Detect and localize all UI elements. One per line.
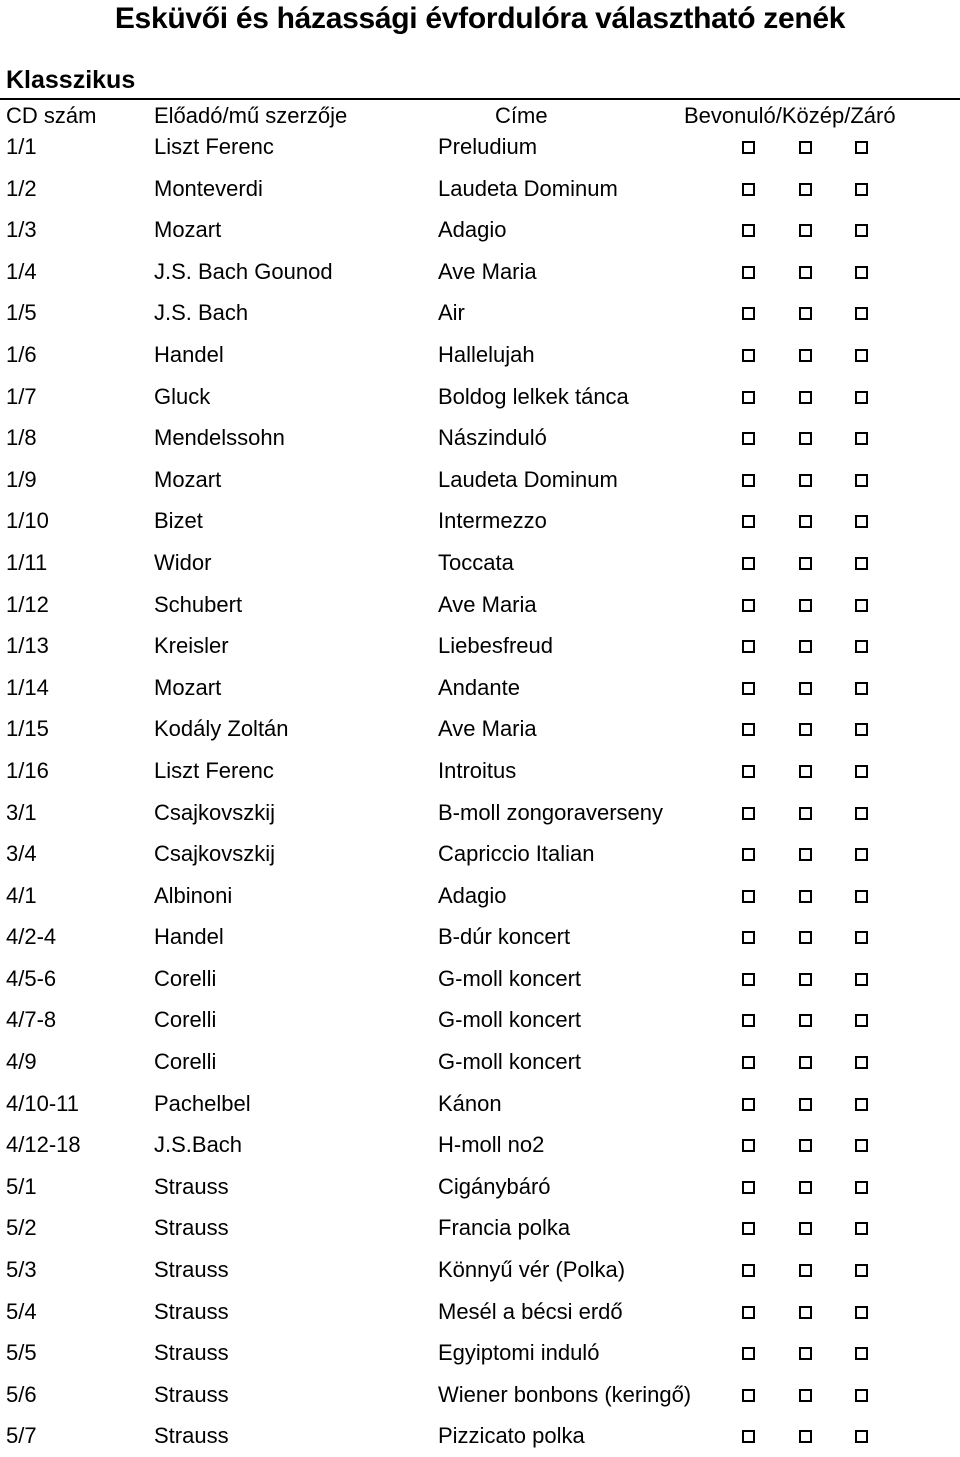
header-title: Címe [495, 103, 548, 128]
exit-checkbox[interactable] [855, 266, 868, 279]
piece-title: Adagio [438, 217, 507, 243]
artist-name: J.S.Bach [154, 1132, 243, 1158]
exit-checkbox[interactable] [855, 1098, 868, 1111]
middle-checkbox[interactable] [799, 307, 812, 320]
middle-checkbox[interactable] [799, 1139, 812, 1152]
artist-name: Corelli [154, 1007, 217, 1033]
piece-title: B-moll zongoraverseny [438, 799, 663, 825]
piece-title: Air [438, 300, 465, 326]
exit-checkbox[interactable] [855, 1139, 868, 1152]
table-row [0, 251, 960, 293]
cd-number: 5/3 [6, 1257, 37, 1283]
middle-checkbox[interactable] [799, 765, 812, 778]
middle-checkbox[interactable] [799, 349, 812, 362]
entrance-checkbox[interactable] [742, 391, 755, 404]
cd-number: 1/4 [6, 258, 37, 284]
exit-checkbox[interactable] [855, 474, 868, 487]
table-row [0, 1166, 960, 1208]
artist-name: Strauss [154, 1340, 229, 1366]
middle-checkbox[interactable] [799, 973, 812, 986]
middle-checkbox[interactable] [799, 640, 812, 653]
piece-title: Mesél a bécsi erdő [438, 1298, 623, 1324]
table-row [0, 1041, 960, 1083]
artist-name: Gluck [154, 383, 211, 409]
artist-name: Kodály Zoltán [154, 716, 289, 742]
middle-checkbox[interactable] [799, 1389, 812, 1402]
artist-name: Schubert [154, 591, 243, 617]
exit-checkbox[interactable] [855, 931, 868, 944]
piece-title: G-moll koncert [438, 1049, 582, 1075]
middle-checkbox[interactable] [799, 1056, 812, 1069]
entrance-checkbox[interactable] [742, 599, 755, 612]
artist-name: Albinoni [154, 882, 233, 908]
cd-number: 5/6 [6, 1381, 37, 1407]
entrance-checkbox[interactable] [742, 1222, 755, 1235]
artist-name: Corelli [154, 965, 217, 991]
entrance-checkbox[interactable] [742, 1098, 755, 1111]
table-row [0, 542, 960, 584]
piece-title: Kánon [438, 1090, 502, 1116]
artist-name: Mendelssohn [154, 425, 285, 451]
cd-number: 1/7 [6, 383, 37, 409]
entrance-checkbox[interactable] [742, 1181, 755, 1194]
exit-checkbox[interactable] [855, 224, 868, 237]
table-row [0, 1124, 960, 1166]
cd-number: 5/5 [6, 1340, 37, 1366]
exit-checkbox[interactable] [855, 1306, 868, 1319]
piece-title: Preludium [438, 134, 538, 159]
piece-title: Ave Maria [438, 258, 537, 284]
piece-title: Ave Maria [438, 591, 537, 617]
middle-checkbox[interactable] [799, 1222, 812, 1235]
cd-number: 3/4 [6, 841, 37, 867]
piece-title: Capriccio Italian [438, 841, 595, 867]
exit-checkbox[interactable] [855, 848, 868, 861]
piece-title: Nászinduló [438, 425, 547, 451]
middle-checkbox[interactable] [799, 391, 812, 404]
table-row [0, 417, 960, 459]
cd-number: 5/7 [6, 1423, 37, 1449]
piece-title: Laudeta Dominum [438, 466, 618, 492]
table-row [0, 667, 960, 709]
table-row [0, 376, 960, 418]
cd-number: 1/16 [6, 757, 49, 783]
cd-number: 1/6 [6, 341, 37, 367]
cd-number: 1/3 [6, 217, 37, 243]
artist-name: Liszt Ferenc [154, 134, 274, 159]
entrance-checkbox[interactable] [742, 1014, 755, 1027]
middle-checkbox[interactable] [799, 1181, 812, 1194]
entrance-checkbox[interactable] [742, 723, 755, 736]
exit-checkbox[interactable] [855, 723, 868, 736]
cd-number: 1/1 [6, 134, 37, 159]
table-row [0, 750, 960, 792]
cd-number: 5/1 [6, 1173, 37, 1199]
entrance-checkbox[interactable] [742, 266, 755, 279]
entrance-checkbox[interactable] [742, 307, 755, 320]
table-row [0, 792, 960, 834]
artist-name: J.S. Bach Gounod [154, 258, 333, 284]
artist-name: Strauss [154, 1423, 229, 1449]
middle-checkbox[interactable] [799, 599, 812, 612]
cd-number: 5/4 [6, 1298, 37, 1324]
artist-name: Bizet [154, 508, 203, 534]
table-row [0, 999, 960, 1041]
table-row [0, 916, 960, 958]
entrance-checkbox[interactable] [742, 682, 755, 695]
entrance-checkbox[interactable] [742, 1139, 755, 1152]
piece-title: G-moll koncert [438, 1007, 582, 1033]
entrance-checkbox[interactable] [742, 1389, 755, 1402]
exit-checkbox[interactable] [855, 1014, 868, 1027]
middle-checkbox[interactable] [799, 1347, 812, 1360]
middle-checkbox[interactable] [799, 515, 812, 528]
middle-checkbox[interactable] [799, 557, 812, 570]
entrance-checkbox[interactable] [742, 1056, 755, 1069]
entrance-checkbox[interactable] [742, 848, 755, 861]
table-row [0, 1291, 960, 1333]
entrance-checkbox[interactable] [742, 183, 755, 196]
exit-checkbox[interactable] [855, 307, 868, 320]
header-divider [0, 98, 960, 100]
exit-checkbox[interactable] [855, 682, 868, 695]
entrance-checkbox[interactable] [742, 640, 755, 653]
entrance-checkbox[interactable] [742, 224, 755, 237]
table-row [0, 1083, 960, 1125]
entrance-checkbox[interactable] [742, 807, 755, 820]
page-title: Esküvői és házassági évfordulóra választható zenék [114, 2, 846, 35]
table-row [0, 459, 960, 501]
exit-checkbox[interactable] [855, 807, 868, 820]
entrance-checkbox[interactable] [742, 1306, 755, 1319]
entrance-checkbox[interactable] [742, 1430, 755, 1443]
cd-number: 4/10-11 [6, 1090, 79, 1116]
piece-title: Liebesfreud [438, 633, 553, 659]
table-row [0, 625, 960, 667]
exit-checkbox[interactable] [855, 1056, 868, 1069]
cd-number: 4/5-6 [6, 965, 57, 991]
exit-checkbox[interactable] [855, 640, 868, 653]
exit-checkbox[interactable] [855, 391, 868, 404]
table-row [0, 168, 960, 210]
artist-name: Handel [154, 924, 224, 950]
artist-name: Mozart [154, 466, 222, 492]
middle-checkbox[interactable] [799, 723, 812, 736]
cd-number: 4/1 [6, 882, 37, 908]
entrance-checkbox[interactable] [742, 1347, 755, 1360]
exit-checkbox[interactable] [855, 1222, 868, 1235]
exit-checkbox[interactable] [855, 765, 868, 778]
piece-title: Andante [438, 674, 520, 700]
piece-title: Hallelujah [438, 341, 535, 367]
piece-title: Toccata [438, 549, 514, 575]
artist-name: Monteverdi [154, 175, 263, 201]
middle-checkbox[interactable] [799, 1306, 812, 1319]
artist-name: Strauss [154, 1381, 229, 1407]
middle-checkbox[interactable] [799, 931, 812, 944]
artist-name: Liszt Ferenc [154, 757, 274, 783]
table-row [0, 833, 960, 875]
cd-number: 3/1 [6, 799, 37, 825]
artist-name: Strauss [154, 1215, 229, 1241]
middle-checkbox[interactable] [799, 141, 812, 154]
table-row [0, 500, 960, 542]
table-row [0, 1415, 960, 1457]
cd-number: 4/2-4 [6, 924, 57, 950]
table-row [0, 209, 960, 251]
entrance-checkbox[interactable] [742, 890, 755, 903]
piece-title: G-moll koncert [438, 965, 582, 991]
middle-checkbox[interactable] [799, 1264, 812, 1277]
cd-number: 4/9 [6, 1049, 37, 1075]
piece-title: Pizzicato polka [438, 1423, 585, 1449]
header-position: Bevonuló/Közép/Záró [684, 103, 896, 128]
entrance-checkbox[interactable] [742, 973, 755, 986]
middle-checkbox[interactable] [799, 1098, 812, 1111]
middle-checkbox[interactable] [799, 807, 812, 820]
middle-checkbox[interactable] [799, 1430, 812, 1443]
artist-name: Kreisler [154, 633, 229, 659]
artist-name: Mozart [154, 674, 222, 700]
artist-name: Csajkovszkij [154, 841, 276, 867]
table-row [0, 1332, 960, 1374]
middle-checkbox[interactable] [799, 1014, 812, 1027]
exit-checkbox[interactable] [855, 141, 868, 154]
piece-title: Wiener bonbons (keringő) [438, 1381, 692, 1407]
cd-number: 4/7-8 [6, 1007, 57, 1033]
piece-title: Boldog lelkek tánca [438, 383, 629, 409]
entrance-checkbox[interactable] [742, 515, 755, 528]
exit-checkbox[interactable] [855, 183, 868, 196]
exit-checkbox[interactable] [855, 1347, 868, 1360]
section-title: Klasszikus [6, 66, 136, 94]
middle-checkbox[interactable] [799, 682, 812, 695]
artist-name: Mozart [154, 217, 222, 243]
piece-title: Ave Maria [438, 716, 537, 742]
entrance-checkbox[interactable] [742, 141, 755, 154]
table-row [0, 958, 960, 1000]
cd-number: 1/12 [6, 591, 49, 617]
piece-title: Adagio [438, 882, 507, 908]
piece-title: Intermezzo [438, 508, 547, 534]
cd-number: 1/8 [6, 425, 37, 451]
cd-number: 1/15 [6, 716, 49, 742]
piece-title: Laudeta Dominum [438, 175, 618, 201]
piece-title: Egyiptomi induló [438, 1340, 600, 1366]
piece-title: Cigánybáró [438, 1173, 551, 1199]
exit-checkbox[interactable] [855, 599, 868, 612]
table-row [0, 126, 960, 168]
exit-checkbox[interactable] [855, 515, 868, 528]
middle-checkbox[interactable] [799, 432, 812, 445]
artist-name: Widor [154, 549, 212, 575]
exit-checkbox[interactable] [855, 349, 868, 362]
entrance-checkbox[interactable] [742, 931, 755, 944]
artist-name: Pachelbel [154, 1090, 251, 1116]
cd-number: 5/2 [6, 1215, 37, 1241]
table-row [0, 1374, 960, 1416]
piece-title: B-dúr koncert [438, 924, 571, 950]
artist-name: Csajkovszkij [154, 799, 276, 825]
cd-number: 1/10 [6, 508, 49, 534]
cd-number: 1/13 [6, 633, 49, 659]
table-row [0, 334, 960, 376]
music-table [0, 126, 960, 1457]
cd-number: 1/14 [6, 674, 49, 700]
exit-checkbox[interactable] [855, 1264, 868, 1277]
entrance-checkbox[interactable] [742, 1264, 755, 1277]
cd-number: 1/11 [6, 549, 48, 575]
artist-name: Handel [154, 341, 224, 367]
entrance-checkbox[interactable] [742, 474, 755, 487]
table-row [0, 1207, 960, 1249]
entrance-checkbox[interactable] [742, 557, 755, 570]
middle-checkbox[interactable] [799, 890, 812, 903]
artist-name: Strauss [154, 1298, 229, 1324]
exit-checkbox[interactable] [855, 557, 868, 570]
artist-name: Strauss [154, 1257, 229, 1283]
header-artist: Előadó/mű szerzője [154, 103, 348, 128]
exit-checkbox[interactable] [855, 432, 868, 445]
exit-checkbox[interactable] [855, 973, 868, 986]
table-row [0, 292, 960, 334]
piece-title: H-moll no2 [438, 1132, 545, 1158]
cd-number: 4/12-18 [6, 1132, 81, 1158]
table-row [0, 584, 960, 626]
entrance-checkbox[interactable] [742, 765, 755, 778]
middle-checkbox[interactable] [799, 474, 812, 487]
middle-checkbox[interactable] [799, 848, 812, 861]
cd-number: 1/2 [6, 175, 37, 201]
middle-checkbox[interactable] [799, 224, 812, 237]
exit-checkbox[interactable] [855, 1430, 868, 1443]
header-cd-number: CD szám [6, 103, 97, 128]
piece-title: Introitus [438, 757, 517, 783]
cd-number: 1/5 [6, 300, 37, 326]
cd-number: 1/9 [6, 466, 37, 492]
entrance-checkbox[interactable] [742, 432, 755, 445]
table-row [0, 1249, 960, 1291]
piece-title: Könnyű vér (Polka) [438, 1257, 626, 1283]
artist-name: J.S. Bach [154, 300, 249, 326]
exit-checkbox[interactable] [855, 890, 868, 903]
exit-checkbox[interactable] [855, 1389, 868, 1402]
artist-name: Strauss [154, 1173, 229, 1199]
table-row [0, 708, 960, 750]
artist-name: Corelli [154, 1049, 217, 1075]
exit-checkbox[interactable] [855, 1181, 868, 1194]
piece-title: Francia polka [438, 1215, 571, 1241]
entrance-checkbox[interactable] [742, 349, 755, 362]
middle-checkbox[interactable] [799, 266, 812, 279]
middle-checkbox[interactable] [799, 183, 812, 196]
table-row [0, 875, 960, 917]
